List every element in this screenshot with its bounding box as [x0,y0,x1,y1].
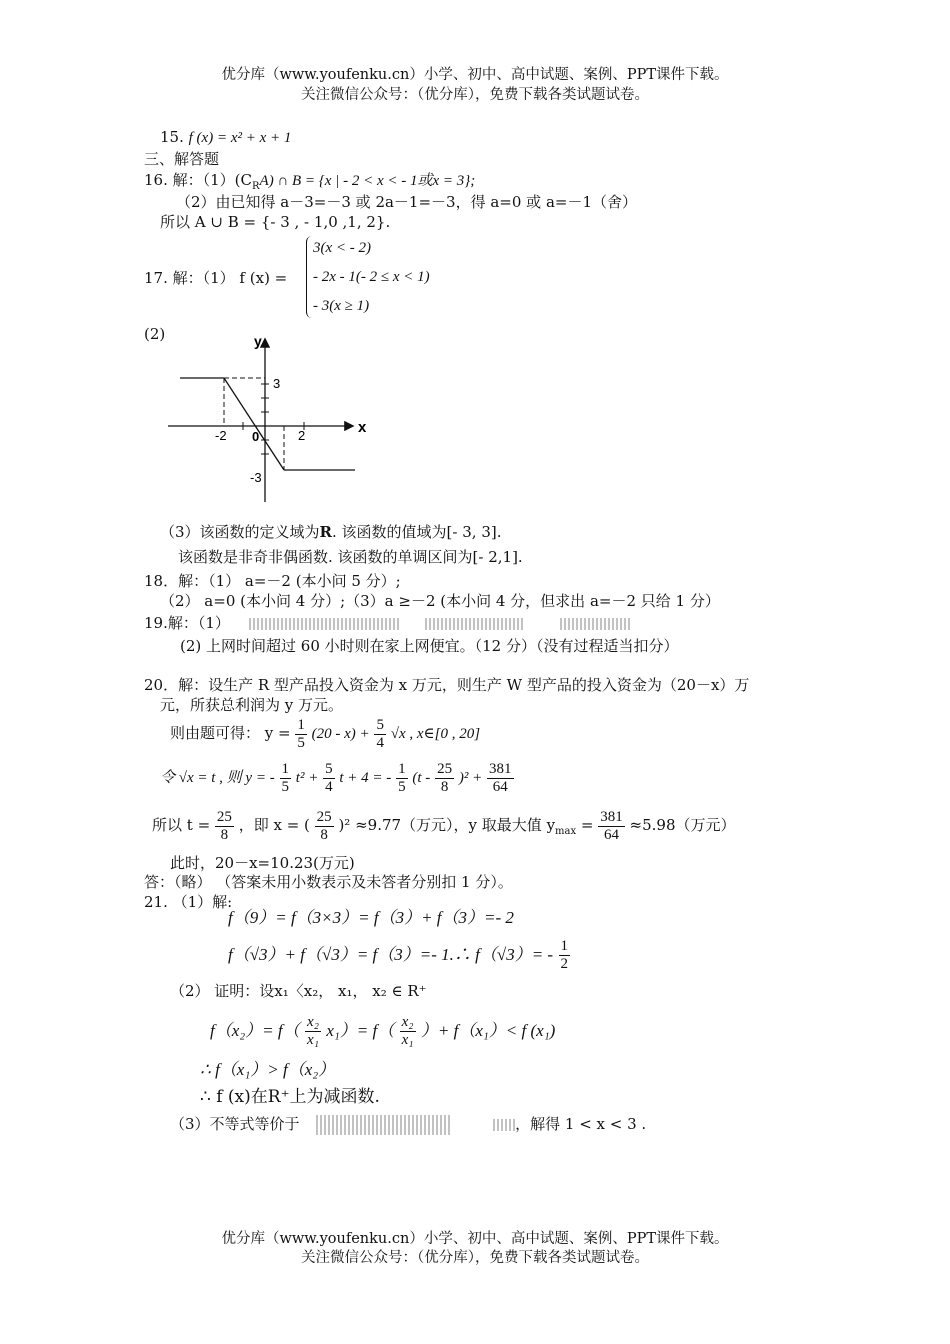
q19-line-1: 19.解：（1） [144,613,630,633]
q17-label: 17. 解：（1） f (x) = [144,269,288,287]
tick-label-2: 2 [298,428,306,443]
q16-line-2: （2）由已知得 a－3=－3 或 2a－1=－3，得 a=0 或 a=－1（舍） [176,193,638,211]
x-axis-label: x [358,419,367,436]
segment-middle [224,378,284,470]
q17-part3-line-2: 该函数是非奇非偶函数. 该函数的单调区间为[- 2,1]. [178,548,523,566]
q18-line-1: 18．解：（1） a=－2 (本小问 5 分）; [144,572,401,590]
garbled-formula-3 [560,618,630,630]
q20-line-5: 所以 t = $\frac{25}{8}$ ，即 x = ( $\frac{25}{8}$ )² ≈9.77（万元），y 取最大值 $y_{max}$ = $\frac{381}{64}$ ≈5.98（万元） [152,808,736,843]
section-title: 三、解答题 [144,150,220,168]
header-line-1: 优分库（www.youfenku.cn）小学、初中、高中试题、案例、PPT课件下载。 [221,67,729,83]
frac-1-5: $\frac{1}{5}$ [297,716,305,751]
header-line-2: 关注微信公众号：（优分库），免费下载各类试题试卷。 [301,87,649,103]
q17-case-1: 3(x < - 2) [313,240,372,256]
q20-line-2: 元，所获总利润为 y 万元。 [160,696,344,714]
q17-case-3: - 3(x ≥ 1) [313,298,370,314]
garbled-mark [493,1119,515,1131]
garbled-formula-2 [425,618,525,630]
q19-line-2: (2) 上网时间超过 60 小时则在家上网便宜。（12 分）（没有过程适当扣分） [180,637,679,655]
q20-line-7: 答：（略） （答案未用小数表示及未答者分别扣 1 分）。 [144,873,513,891]
q20-line-6: 此时，20－x=10.23(万元) [170,854,355,872]
frac-5-4: $\frac{5}{4}$ [376,716,384,751]
tick-label-neg2: -2 [215,428,227,443]
q17-graph [160,330,380,510]
footer-line-1: 优分库（www.youfenku.cn）小学、初中、高中试题、案例、PPT课件下载。 [221,1231,729,1247]
q20-line-3: 则由题可得： y = $\frac{1}{5}$ (20 - x) + $\frac{5}{4}$ √x , x∈[0 , 20] [170,716,481,751]
footer-line-2: 关注微信公众号：（优分库），免费下载各类试题试卷。 [301,1250,649,1266]
q15 [160,127,291,148]
garbled-inequality [316,1115,450,1135]
q17-brace [306,236,313,318]
q16-line-3: 所以 A ∪ B = {- 3 , - 1,0 ,1, 2}. [160,213,391,231]
q21-line-6: ∴ f（x₁）> f（x₂） [200,1060,336,1079]
q18-line-2: （2） a=0 (本小问 4 分）;（3）a ≥－2 (本小问 4 分，但求出 a=－2 只给 1 分） [160,592,720,610]
q21-line-5: f（x₂）= f（ $\frac{\text{x₂}}{\text{x₁}}$ x₁）= f（ $\frac{\text{x₂}}{\text{x₁}}$ ）+ f（x₁）< f (x₁) [210,1014,556,1048]
q21-line-2: f（9）= f（3×3）= f（3）+ f（3）=- 2 [228,908,514,927]
origin-label: 0 [252,429,260,444]
q21-line-4: （2） 证明：设x₁〈x₂， x₁， x₂ ∈ R⁺ [170,982,427,1000]
q21-line-3: f（√3）+ f（√3）= f（3）=- 1.∴ f（√3）= - $\frac{1}{2}$ [228,938,568,972]
q20-line-4: 令 √x = t , 则 y = - $\frac{1}{5}$ t² + $\frac{5}{4}$ t + 4 = - $\frac{1}{5}$ (t - $\frac{25}{8}$ )² + $\frac{381}{64}$ [160,760,512,795]
q15-expr: f (x) = x² + x + 1 [188,130,292,146]
y-axis-label: y [254,333,262,349]
q17-part2: (2) [144,325,166,343]
q17-part3-line-1: （3）该函数的定义域为R. 该函数的值域为[- 3, 3]. [160,523,502,541]
q21-line-8: （3）不等式等价于 ，解得 1 < x < 3 . [170,1115,647,1133]
q21-line-7: ∴ f (x)在R⁺上为减函数. [200,1087,380,1107]
tick-label-3: 3 [273,376,281,391]
garbled-formula-1 [249,618,399,630]
q16-line-1: 16. 解：$(1)(C_RA)$ ∩ B = {x | - 2 < x < - 1或x = 3}; [144,171,476,192]
q15-number: 15. [160,128,184,146]
tick-label-neg3: -3 [250,470,262,485]
q21-line-1: 21. （1）解: [144,893,233,911]
q20-line-1: 20．解：设生产 R 型产品投入资金为 x 万元，则生产 W 型产品的投入资金为（20－x）万 [144,676,750,694]
q17-case-2: - 2x - 1(- 2 ≤ x < 1) [313,269,430,285]
